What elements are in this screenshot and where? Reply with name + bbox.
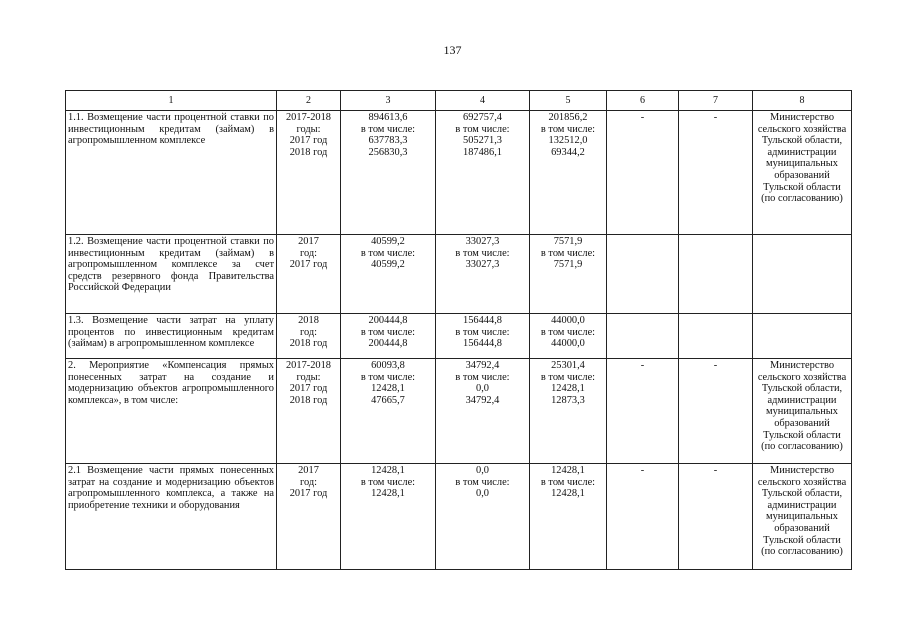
measure-description: 1.3. Возмещение части затрат на уплату процентов по инвестиционным кредитам (займам) в агропромышленном комплексе [66, 314, 277, 359]
amount-line: в том числе: [540, 326, 596, 338]
column-header: 8 [753, 91, 852, 111]
amount-line: в том числе: [360, 326, 416, 338]
period-line: год: [299, 247, 318, 259]
amount-line: 69344,2 [551, 146, 585, 158]
amount-line: 40599,2 [371, 259, 405, 271]
period-cell [277, 111, 341, 235]
amount-cell [341, 464, 436, 570]
amount-line: 256830,3 [368, 146, 408, 158]
amount-line: в том числе: [540, 371, 596, 383]
amount-line: в том числе: [360, 476, 416, 488]
table-row [66, 464, 852, 570]
amount-cell [530, 235, 607, 314]
amount-line: 33027,3 [465, 259, 500, 271]
dash-cell [607, 235, 679, 314]
period-line: 2017-2018 [285, 112, 332, 123]
amount-line: 44000,0 [551, 315, 585, 326]
amount-line: 7571,9 [553, 259, 583, 271]
amount-line: в том числе: [360, 371, 416, 383]
amount-line: в том числе: [455, 326, 510, 338]
amount-line: 692757,4 [463, 112, 502, 123]
amount-line: 47665,7 [371, 394, 405, 406]
column-header: 4 [436, 91, 530, 111]
amount-cell [341, 359, 436, 464]
measure-description: 1.2. Возмещение части процентной ставки по инвестиционным кредитам (займам) в агропромышленном комплексе за счет средств резервного фонда Правительства Российской Федерации [66, 235, 277, 314]
dash-cell [607, 314, 679, 359]
measure-description: 2.1 Возмещение части прямых понесенных затрат на создание и модернизацию объектов агропромышленного комплекса, а также на приобретение техники и оборудования [66, 464, 277, 570]
amount-line: в том числе: [455, 371, 510, 383]
period-line: год: [299, 476, 318, 488]
period-line: 2017 [298, 236, 319, 247]
amount-line: 34792,4 [465, 394, 500, 406]
amount-cell [341, 111, 436, 235]
executor-cell: Министерство сельского хозяйства Тульской области, администрации муниципальных образований Тульской области (по согласованию) [753, 359, 852, 464]
period-cell [277, 314, 341, 359]
amount-line: 187486,1 [463, 146, 502, 158]
amount-line: 33027,3 [465, 236, 500, 247]
executor-cell: Министерство сельского хозяйства Тульской области, администрации муниципальных образований Тульской области (по согласованию) [753, 111, 852, 235]
amount-line: в том числе: [540, 123, 596, 135]
amount-line: в том числе: [540, 476, 596, 488]
amount-cell [436, 111, 530, 235]
amount-line: 12428,1 [551, 383, 585, 395]
amount-cell [530, 359, 607, 464]
dash-cell: - [679, 111, 753, 235]
amount-cell [436, 314, 530, 359]
period-line: 2018 год [289, 394, 328, 406]
amount-cell [341, 314, 436, 359]
dash-cell: - [607, 464, 679, 570]
column-header: 2 [277, 91, 341, 111]
amount-cell [436, 464, 530, 570]
amount-line: в том числе: [455, 476, 510, 488]
period-cell [277, 235, 341, 314]
period-line: 2017 [298, 465, 319, 476]
column-header: 7 [679, 91, 753, 111]
period-line: 2017 год [289, 383, 328, 395]
period-line: год: [299, 326, 318, 338]
dash-cell [679, 235, 753, 314]
amount-line: в том числе: [540, 247, 596, 259]
amount-line: 505271,3 [463, 135, 502, 147]
executor-cell: Министерство сельского хозяйства Тульской области, администрации муниципальных образований Тульской области (по согласованию) [753, 464, 852, 570]
amount-cell [341, 235, 436, 314]
column-header: 6 [607, 91, 679, 111]
amount-line: 0,0 [476, 383, 489, 395]
amount-line: 0,0 [476, 488, 489, 500]
amount-line: 60093,8 [371, 360, 405, 371]
column-number-row [66, 91, 852, 111]
amount-line: 12428,1 [371, 488, 405, 500]
amount-cell [436, 359, 530, 464]
table-row [66, 359, 852, 464]
amount-line: 156444,8 [463, 338, 502, 350]
executor-cell [753, 314, 852, 359]
dash-cell: - [679, 359, 753, 464]
period-line: 2018 год [289, 146, 328, 158]
amount-line: 12428,1 [371, 465, 405, 476]
page-number: 137 [443, 43, 462, 57]
dash-cell: - [679, 464, 753, 570]
amount-line: 200444,8 [368, 338, 408, 350]
period-line: годы: [296, 123, 321, 135]
amount-line: в том числе: [360, 123, 416, 135]
measure-description: 1.1. Возмещение части процентной ставки по инвестиционным кредитам (займам) в агропромышленном комплексе [66, 111, 277, 235]
amount-line: 201856,2 [548, 112, 588, 123]
table-row [66, 314, 852, 359]
amount-line: 25301,4 [551, 360, 585, 371]
dash-cell [679, 314, 753, 359]
dash-cell: - [607, 111, 679, 235]
amount-cell [530, 111, 607, 235]
amount-line: 200444,8 [368, 315, 408, 326]
amount-line: 894613,6 [368, 112, 408, 123]
amount-line: 40599,2 [371, 236, 405, 247]
period-line: 2017-2018 [285, 360, 332, 371]
amount-line: 7571,9 [553, 236, 583, 247]
table-row [66, 111, 852, 235]
period-line: 2017 год [289, 259, 328, 271]
dash-cell: - [607, 359, 679, 464]
amount-line: в том числе: [455, 247, 510, 259]
table-row [66, 235, 852, 314]
amount-line: 0,0 [476, 465, 489, 476]
period-line: 2018 год [289, 338, 328, 350]
period-line: 2017 год [289, 488, 328, 500]
amount-line: 12428,1 [551, 488, 585, 500]
amount-line: 34792,4 [465, 360, 500, 371]
period-line: 2017 год [289, 135, 328, 147]
amount-line: 12428,1 [551, 465, 585, 476]
column-header: 1 [66, 91, 277, 111]
column-header: 5 [530, 91, 607, 111]
amount-line: в том числе: [455, 123, 510, 135]
amount-line: 156444,8 [463, 315, 502, 326]
amount-cell [530, 464, 607, 570]
measure-description: 2. Мероприятие «Компенсация прямых понесенных затрат на создание и модернизацию объектов агропромышленного комплекса», в том числе: [66, 359, 277, 464]
executor-cell [753, 235, 852, 314]
period-cell [277, 464, 341, 570]
amount-line: в том числе: [360, 247, 416, 259]
amount-line: 637783,3 [368, 135, 408, 147]
amount-line: 44000,0 [551, 338, 585, 350]
amount-line: 12428,1 [371, 383, 405, 395]
column-header: 3 [341, 91, 436, 111]
program-table [65, 90, 852, 570]
amount-cell [436, 235, 530, 314]
period-line: 2018 [298, 315, 319, 326]
amount-cell [530, 314, 607, 359]
amount-line: 132512,0 [548, 135, 588, 147]
period-line: годы: [296, 371, 321, 383]
period-cell [277, 359, 341, 464]
amount-line: 12873,3 [551, 394, 585, 406]
